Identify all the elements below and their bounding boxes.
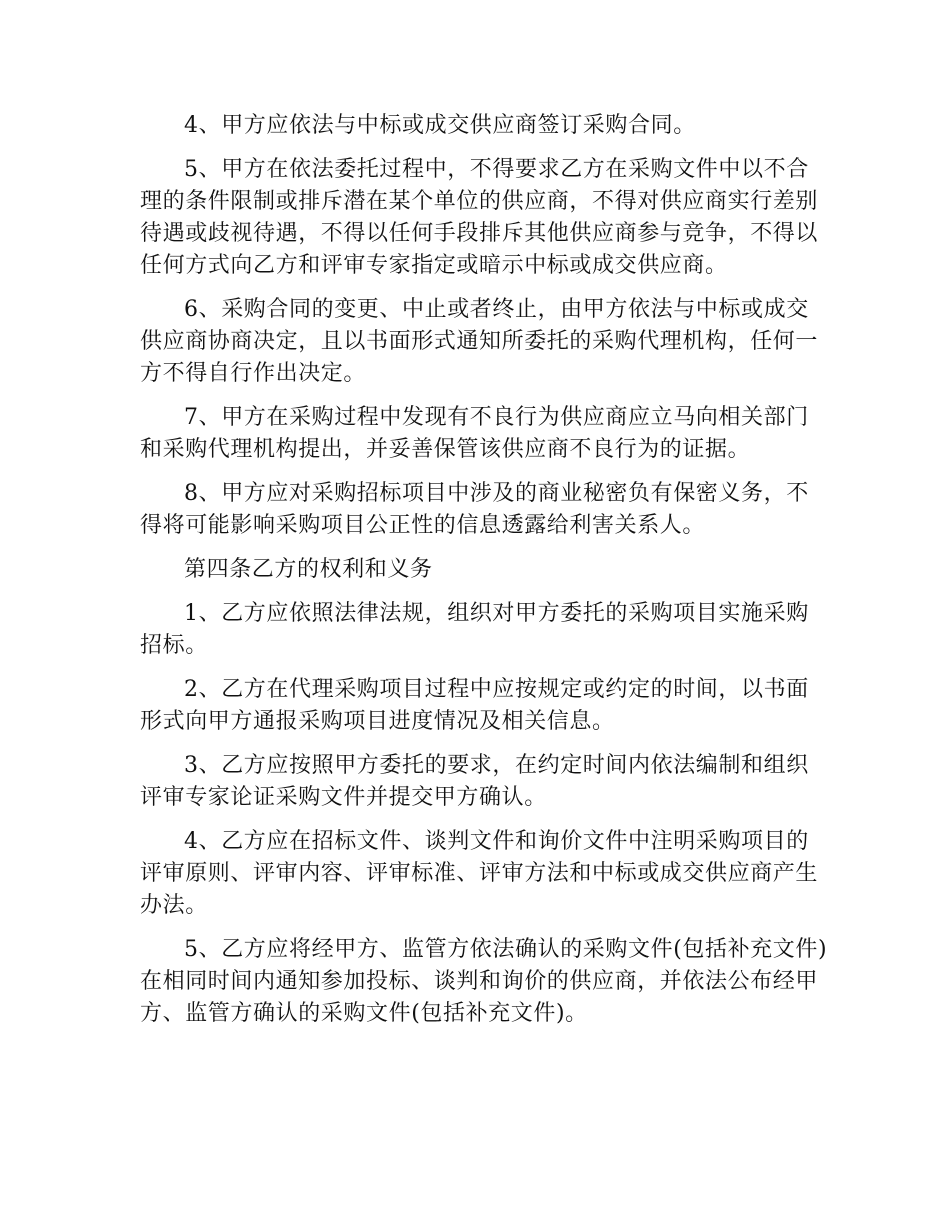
paragraph-party-b-4: 4、乙方应在招标文件、谈判文件和询价文件中注明采购项目的评审原则、评审内容、评审标准、评审方法和中标或成交供应商产生办法。 (140, 829, 819, 918)
paragraph-party-a-6: 6、采购合同的变更、中止或者终止，由甲方依法与中标或成交供应商协商决定，且以书面形式通知所委托的采购代理机构，任何一方不得自行作出决定。 (140, 297, 819, 386)
paragraph-party-b-1: 1、乙方应依照法律法规，组织对甲方委托的采购项目实施采购招标。 (140, 601, 809, 658)
paragraph-party-a-7: 7、甲方在采购过程中发现有不良行为供应商应立马向相关部门和采购代理机构提出，并妥善保管该供应商不良行为的证据。 (140, 405, 809, 462)
paragraph-party-a-5: 5、甲方在依法委托过程中，不得要求乙方在采购文件中以不合理的条件限制或排斥潜在某个单位的供应商，不得对供应商实行差别待遇或歧视待遇，不得以任何手段排斥其他供应商参与竞争，不得以任何方式向乙方和评审专家指定或暗示中标或成交供应商。 (140, 157, 819, 278)
paragraph-party-a-8: 8、甲方应对采购招标项目中涉及的商业秘密负有保密义务，不得将可能影响采购项目公正性的信息透露给利害关系人。 (140, 481, 809, 538)
paragraph-party-b-5: 5、乙方应将经甲方、监管方依法确认的采购文件(包括补充文件)在相同时间内通知参加投标、谈判和询价的供应商，并依法公布经甲方、监管方确认的采购文件(包括补充文件)。 (140, 937, 828, 1026)
paragraph-party-b-3: 3、乙方应按照甲方委托的要求，在约定时间内依法编制和组织评审专家论证采购文件并提交甲方确认。 (140, 753, 809, 810)
section-heading-article-4: 第四条乙方的权利和义务 (184, 557, 433, 582)
document-body (140, 110, 830, 1042)
paragraph-party-b-2: 2、乙方在代理采购项目过程中应按规定或约定的时间，以书面形式向甲方通报采购项目进度情况及相关信息。 (140, 677, 809, 734)
paragraph-party-a-4: 4、甲方应依法与中标或成交供应商签订采购合同。 (184, 113, 696, 138)
